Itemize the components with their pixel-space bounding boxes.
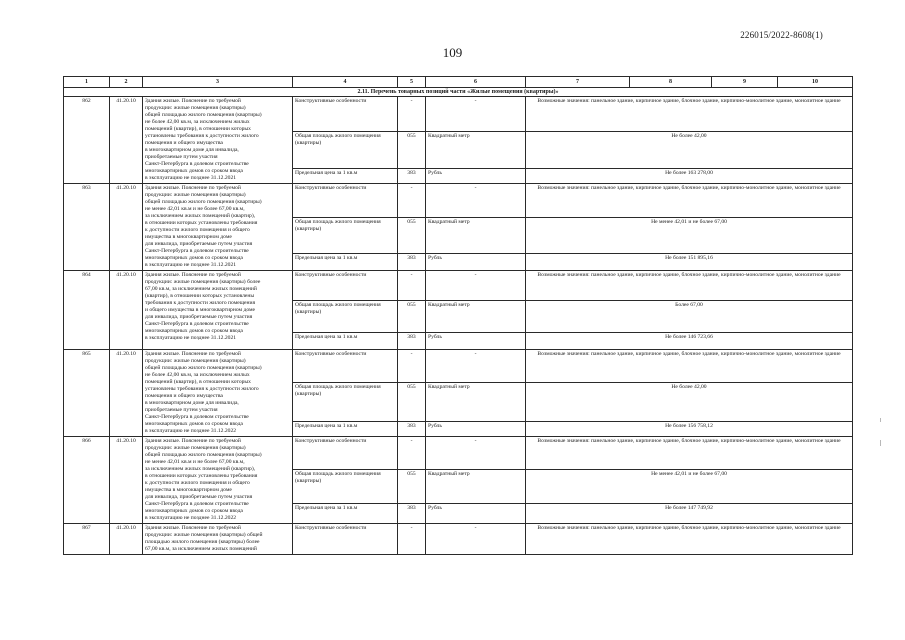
characteristic-name: Конструктивные особенности	[293, 184, 398, 218]
okei-code: 055	[398, 469, 426, 504]
scan-artifact	[880, 440, 881, 446]
position-number: 863	[64, 184, 110, 271]
column-number: 8	[630, 77, 712, 88]
unit-name: -	[426, 97, 526, 132]
column-number: 7	[526, 77, 630, 88]
characteristic-value: Возможные значения: панельное здание, кирпичное здание, блочное здание, кирпично-монолитное здание, монолитное здание	[526, 184, 853, 218]
okei-code: 055	[398, 131, 426, 168]
characteristic-name: Общая площадь жилого помещения (квартиры)	[293, 131, 398, 168]
okei-code: 055	[398, 217, 426, 253]
characteristic-value: Не более 151 895,16	[526, 254, 853, 271]
table-row	[64, 350, 853, 383]
okei-code: -	[398, 350, 426, 383]
column-number: 1	[64, 77, 110, 88]
okei-code: 383	[398, 168, 426, 183]
okei-code: 383	[398, 333, 426, 350]
characteristic-name: Предельная цена за 1 кв.м	[293, 333, 398, 350]
unit-name: Рубль	[426, 333, 526, 350]
document-reference-number: 226015/2022-8608(1)	[740, 30, 823, 40]
characteristic-name: Предельная цена за 1 кв.м	[293, 421, 398, 436]
unit-name: Квадратный метр	[426, 131, 526, 168]
characteristic-value: Не более 147 749,92	[526, 504, 853, 524]
column-number-row	[64, 77, 853, 88]
unit-name: Квадратный метр	[426, 217, 526, 253]
column-number: 3	[143, 77, 293, 88]
column-number: 10	[778, 77, 853, 88]
unit-name: Рубль	[426, 254, 526, 271]
table-row	[64, 271, 853, 301]
section-title: 2.11. Перечень товарных позиций части «Жилые помещения (квартиры)»	[64, 88, 853, 97]
position-description: Здания жилые. Пояснение по требуемой продукции: жилые помещения (квартиры) общей площадью жилого помещения (квартиры) не более 42,00 кв.м, за исключением жилых помещений (квартир), в отношении которых установлены требования к доступности жилого помещения и общего имущества в многоквартирном доме для инвалида, приобретаемые путем участия Санкт-Петербурга в долевом строительстве многоквартирных домов со сроком ввода в эксплуатацию не позднее 31.12.2022	[143, 350, 293, 437]
section-title-row	[64, 88, 853, 97]
characteristic-value: Более 67,00	[526, 301, 853, 333]
characteristic-value: Возможные значения: панельное здание, кирпичное здание, блочное здание, кирпично-монолитное здание, монолитное здание	[526, 437, 853, 470]
characteristic-value: Не более 163 278,00	[526, 168, 853, 183]
position-number: 866	[64, 437, 110, 524]
characteristic-value: Возможные значения: панельное здание, кирпичное здание, блочное здание, кирпично-монолитное здание, монолитное здание	[526, 350, 853, 383]
position-description: Здания жилые. Пояснение по требуемой продукции: жилые помещения (квартиры) общей площадью жилого помещения (квартиры) не менее 42,01 кв.м и не более 67,00 кв.м, за исключением жилых помещений (квартир), в отношении которых установлены требования к доступности жилого помещения и общего имущества в многоквартирном доме для инвалида, приобретаемые путем участия Санкт-Петербурга в долевом строительстве многоквартирных домов со сроком ввода в эксплуатацию не позднее 31.12.2022	[143, 437, 293, 524]
unit-name: Квадратный метр	[426, 469, 526, 504]
position-number: 862	[64, 97, 110, 184]
characteristic-value: Не более 42,00	[526, 382, 853, 421]
unit-name: Квадратный метр	[426, 382, 526, 421]
position-description: Здания жилые. Пояснение по требуемой продукции: жилые помещения (квартиры) общей площадью жилого помещения (квартиры) не более 42,00 кв.м, за исключением жилых помещений (квартир), в отношении которых установлены требования к доступности жилого помещения и общего имущества в многоквартирном доме для инвалида, приобретаемые путем участия Санкт-Петербурга в долевом строительстве многоквартирных домов со сроком ввода в эксплуатацию не позднее 31.12.2021	[143, 97, 293, 184]
scan-artifact	[880, 418, 881, 422]
table-row	[64, 97, 853, 132]
characteristic-value: Не более 156 758,12	[526, 421, 853, 436]
characteristic-name: Предельная цена за 1 кв.м	[293, 168, 398, 183]
okei-code: 383	[398, 504, 426, 524]
okpd2-code: 41.20.10	[110, 524, 143, 555]
unit-name: Рубль	[426, 504, 526, 524]
position-description: Здания жилые. Пояснение по требуемой продукции: жилые помещения (квартиры) общей площадью жилого помещения (квартиры) не менее 42,01 кв.м и не более 67,00 кв.м, за исключением жилых помещений (квартир), в отношении которых установлены требования к доступности жилого помещения и общего имущества в многоквартирном доме для инвалида, приобретаемые путем участия Санкт-Петербурга в долевом строительстве многоквартирных домов со сроком ввода в эксплуатацию не позднее 31.12.2021	[143, 184, 293, 271]
characteristic-name: Предельная цена за 1 кв.м	[293, 504, 398, 524]
column-number: 6	[426, 77, 526, 88]
characteristic-name: Общая площадь жилого помещения (квартиры)	[293, 301, 398, 333]
table-row	[64, 437, 853, 470]
characteristic-value: Не более 42,00	[526, 131, 853, 168]
unit-name: -	[426, 350, 526, 383]
unit-name: -	[426, 184, 526, 218]
unit-name: -	[426, 524, 526, 555]
table-row	[64, 184, 853, 218]
column-number: 5	[398, 77, 426, 88]
characteristic-name: Общая площадь жилого помещения (квартиры)	[293, 469, 398, 504]
position-description: Здания жилые. Пояснение по требуемой продукции: жилые помещения (квартиры) более 67,00 кв.м, за исключением жилых помещений (квартир), в отношении которых установлены требования к доступности жилого помещения и общего имущества в многоквартирном доме для инвалида, приобретаемые путем участия Санкт-Петербурга в долевом строительстве многоквартирных домов со сроком ввода в эксплуатацию не позднее 31.12.2021	[143, 271, 293, 350]
position-number: 864	[64, 271, 110, 350]
okpd2-code: 41.20.10	[110, 184, 143, 271]
column-number: 9	[712, 77, 778, 88]
okei-code: 055	[398, 382, 426, 421]
okei-code: -	[398, 271, 426, 301]
position-description: Здания жилые. Пояснение по требуемой продукции: жилые помещения (квартиры) общей площадью жилого помещения (квартиры) более 67,00 кв.м, за исключением жилых помещений	[143, 524, 293, 555]
okei-code: 383	[398, 254, 426, 271]
okpd2-code: 41.20.10	[110, 437, 143, 524]
column-number: 4	[293, 77, 398, 88]
unit-name: Квадратный метр	[426, 301, 526, 333]
unit-name: Рубль	[426, 168, 526, 183]
table-row	[64, 524, 853, 555]
characteristic-name: Конструктивные особенности	[293, 524, 398, 555]
okpd2-code: 41.20.10	[110, 271, 143, 350]
okei-code: -	[398, 524, 426, 555]
page-number: 109	[442, 45, 463, 60]
positions-table	[63, 76, 853, 555]
position-number: 867	[64, 524, 110, 555]
okpd2-code: 41.20.10	[110, 97, 143, 184]
okpd2-code: 41.20.10	[110, 350, 143, 437]
characteristic-value: Не менее 42,01 и не более 67,00	[526, 217, 853, 253]
characteristic-value: Возможные значения: панельное здание, кирпичное здание, блочное здание, кирпично-монолитное здание, монолитное здание	[526, 524, 853, 555]
characteristic-name: Общая площадь жилого помещения (квартиры)	[293, 382, 398, 421]
okei-code: -	[398, 97, 426, 132]
characteristic-name: Конструктивные особенности	[293, 97, 398, 132]
characteristic-value: Возможные значения: панельное здание, кирпичное здание, блочное здание, кирпично-монолитное здание, монолитное здание	[526, 271, 853, 301]
characteristic-value: Не менее 42,01 и не более 67,00	[526, 469, 853, 504]
characteristic-value: Не более 146 723,66	[526, 333, 853, 350]
okei-code: -	[398, 184, 426, 218]
characteristic-name: Общая площадь жилого помещения (квартиры)	[293, 217, 398, 253]
okei-code: 383	[398, 421, 426, 436]
position-number: 865	[64, 350, 110, 437]
unit-name: -	[426, 271, 526, 301]
unit-name: Рубль	[426, 421, 526, 436]
characteristic-name: Предельная цена за 1 кв.м	[293, 254, 398, 271]
okei-code: -	[398, 437, 426, 470]
characteristic-value: Возможные значения: панельное здание, кирпичное здание, блочное здание, кирпично-монолитное здание, монолитное здание	[526, 97, 853, 132]
column-number: 2	[110, 77, 143, 88]
okei-code: 055	[398, 301, 426, 333]
unit-name: -	[426, 437, 526, 470]
characteristic-name: Конструктивные особенности	[293, 350, 398, 383]
characteristic-name: Конструктивные особенности	[293, 271, 398, 301]
characteristic-name: Конструктивные особенности	[293, 437, 398, 470]
